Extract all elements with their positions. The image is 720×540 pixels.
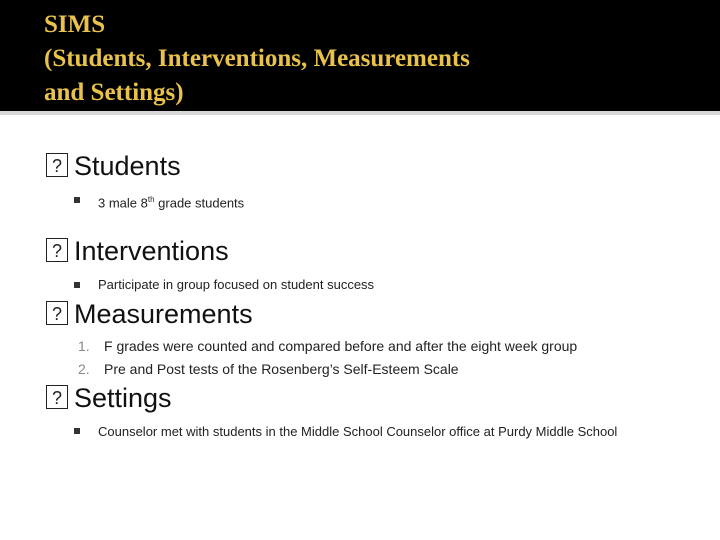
missing-glyph-icon: [46, 238, 68, 262]
heading-settings: ?Settings: [46, 382, 172, 414]
title-line-3: and Settings): [44, 79, 184, 106]
missing-glyph-icon: [46, 385, 68, 409]
title-line-1: SIMS: [44, 11, 106, 38]
heading-measurements: ?Measurements: [46, 298, 253, 330]
title-line-2: (Students, Interventions, Measurements: [44, 45, 470, 72]
missing-glyph-icon: [46, 153, 68, 177]
missing-glyph-icon: [46, 301, 68, 325]
title-band: [0, 0, 720, 115]
square-bullet-icon: [74, 197, 80, 203]
slide-title: [44, 8, 704, 110]
heading-students: ?Students: [46, 150, 181, 182]
square-bullet-icon: [74, 282, 80, 288]
square-bullet-icon: [74, 428, 80, 434]
heading-interventions: ?Interventions: [46, 235, 229, 267]
